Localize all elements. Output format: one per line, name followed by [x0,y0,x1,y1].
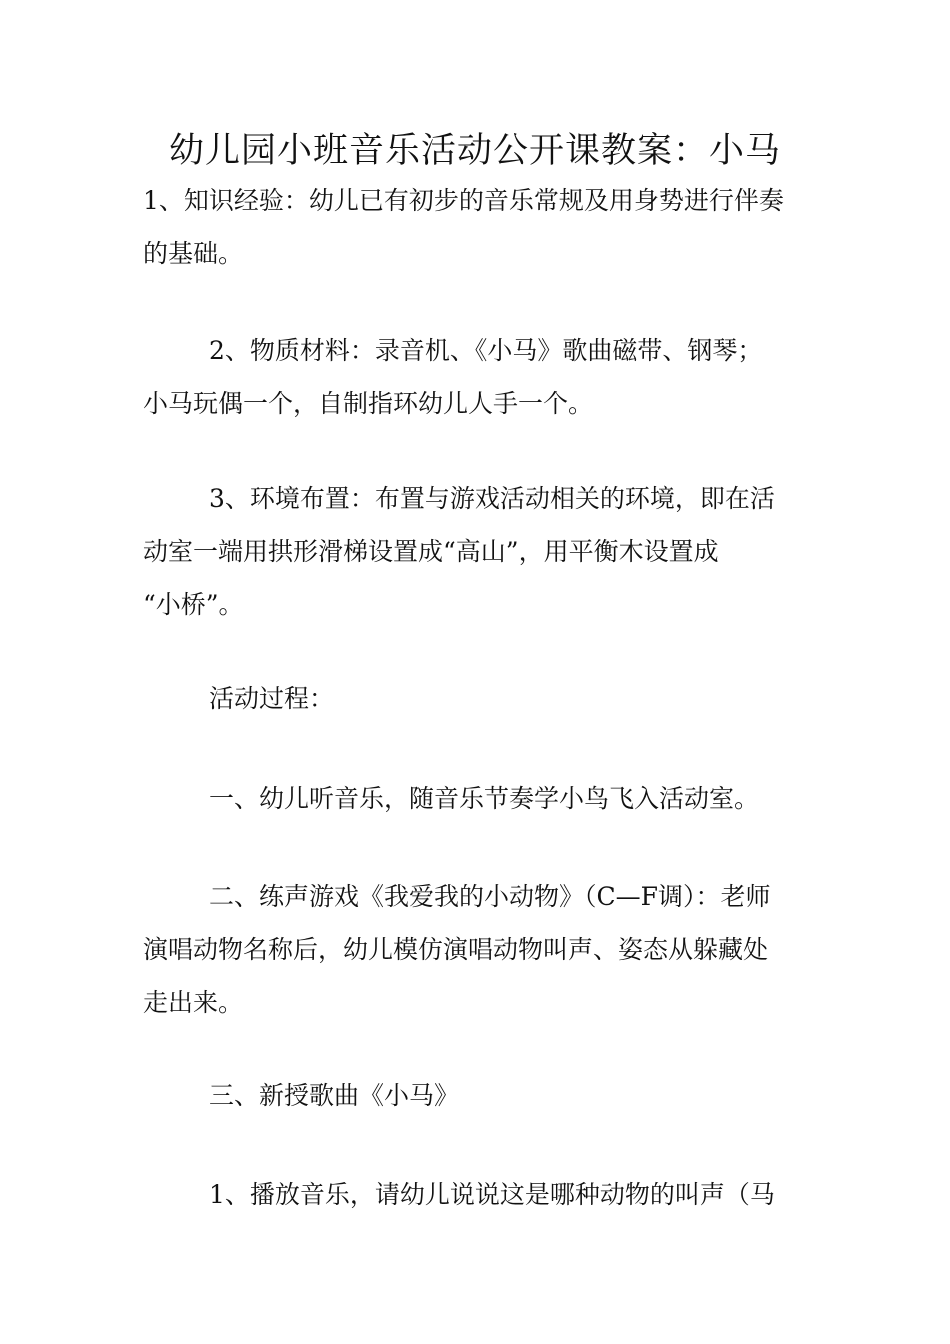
paragraph-line: 动室一端用拱形滑梯设置成“高山”，用平衡木设置成 [143,537,719,566]
paragraph-line: 活动过程： [209,684,335,713]
paragraph-step-three [143,1069,807,1122]
paragraph-line: 二、练声游戏《我爱我的小动物》（C—F调）：老师 [209,882,771,911]
paragraph-line: 走出来。 [143,988,244,1017]
paragraph-line: 的基础。 [143,239,244,268]
paragraph-line: 3、环境布置：布置与游戏活动相关的环境，即在活 [209,484,775,513]
paragraph-line: 三、新授歌曲《小马》 [209,1081,460,1110]
paragraph-line: “小桥”。 [143,590,244,619]
paragraph-line: 2、物质材料：录音机、《小马》歌曲磁带、钢琴； [209,336,763,365]
paragraph-line: 小马玩偶一个，自制指环幼儿人手一个。 [143,389,594,418]
paragraph-line: 一、幼儿听音乐，随音乐节奏学小鸟飞入活动室。 [209,784,760,813]
paragraph-line: 1、播放音乐，请幼儿说说这是哪种动物的叫声（马 [209,1180,775,1209]
paragraph-step-two [143,870,807,1029]
paragraph-line: 1、知识经验：幼儿已有初步的音乐常规及用身势进行伴奏 [143,186,784,215]
paragraph-process-heading [143,672,807,725]
paragraph-materials [143,324,807,430]
paragraph-step-one [143,772,807,825]
paragraph-environment [143,472,807,631]
paragraph-knowledge [143,174,807,280]
paragraph-line: 演唱动物名称后，幼儿模仿演唱动物叫声、姿态从躲藏处 [143,935,769,964]
paragraph-step-three-item-one [143,1168,807,1221]
page-title: 幼儿园小班音乐活动公开课教案：小马 [168,131,781,171]
